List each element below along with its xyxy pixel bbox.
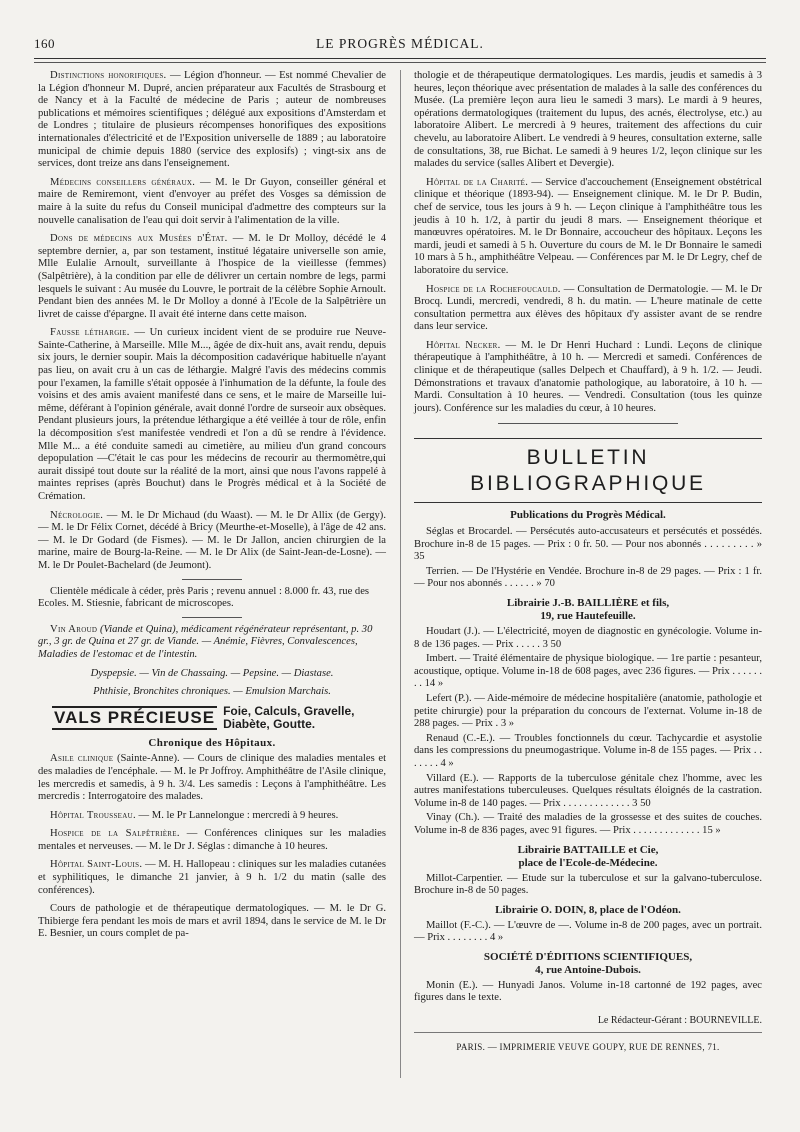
item-charite: [414, 177, 762, 278]
publisher-societe-name: SOCIÉTÉ D'ÉDITIONS SCIENTIFIQUES,: [483, 950, 693, 963]
ad-marchais: Phthisie, Bronchites chroniques. — Emulsion Marchais.: [93, 686, 331, 698]
header-rule-thin: [34, 62, 766, 63]
pub-entry-text: Terrien. — De l'Hystérie en Vendée. Brochure in-8 de 29 pages. — Prix : 1 fr. — Pour nos abonnés: [414, 565, 762, 590]
book-entry-doin: Maillot (F.-C.). — L'œuvre de —. Volume in-8 de 200 pages, avec un portrait. — Prix . . . . . . . . 4 »: [414, 919, 762, 944]
journal-title: LE PROGRÈS MÉDICAL.: [316, 36, 484, 51]
text-distinctions: — Légion d'honneur. — Est nommé Chevalier de la Légion d'honneur M. Dupré, ancien préparateur aux Facultés de Strasbourg et de Nancy et à la Faculté de médecine de Paris ; auteur de nombreuses publications et mémoires scientifiques ; délégué aux expositions d'Amsterdam et de Londres ; titulaire de plusieurs récompenses honorifiques des expositions internationales d'électricité et de l'Exposition universelle de 1889 ; au laboratoire municipal de chimie depuis 1880 (service des explosifs) ; vingt-six ans de services, dont treize ans dans l'enseignement.: [38, 70, 387, 170]
pub-entry-1: Terrien. — De l'Hystérie en Vendée. Brochure in-8 de 29 pages. — Prix : 1 fr. — Pour nos abonnés . . . . . . » 70: [414, 565, 762, 590]
heading-vin-aroud: Vin Aroud: [50, 623, 98, 635]
column-separator: [400, 70, 401, 1078]
item-distinctions: [38, 70, 386, 171]
publisher-doin: Librairie O. DOIN, 8, place de l'Odéon.: [495, 903, 681, 916]
book-entry-price: 3 50: [632, 797, 651, 809]
book-entry-text: Renaud (C.-E.). — Troubles fonctionnels du cœur. Tachycardie et asystolie dans les compressions du pneumogastrique. Volume in-8 de 155 pages. — Prix: [414, 732, 762, 757]
publisher-battaille: [414, 844, 762, 870]
heading-necrologie: Nécrologie.: [50, 509, 104, 521]
vals-line-1: Foie, Calculs, Gravelle,: [223, 703, 355, 718]
right-column: [414, 70, 762, 1053]
text-charite: — Service d'accouchement (Enseignement obstétrical clinique et théorique (1893-94). — Enseignement clinique. M. le Dr P. Budin, chef de service, tous les jours à 9 h. — Leçon clinique à l'amphithéâtre tous les jeudis à 10 h. 1/2, à partir du jeudi 8 mars. — Enseignement théorique et manœuvres opératoires. M. le Dr Bonnaire, accoucheur des hôpitaux. Leçons les mardi, jeudi et samedi à 5 h. Ouverture du cours de M. le Dr Bonnaire le samedi 10 mars à 5 h., amphithéâtre Velpeau. — Conférences par M. le Dr Legry, chef de laboratoire du service.: [414, 176, 762, 276]
book-entry-battaille: Millot-Carpentier. — Etude sur la tuberculose et sur la galvano-tuberculose. Brochure in-8 de 50 pages.: [414, 872, 762, 897]
book-entry-5: Vinay (Ch.). — Traité des maladies de la grossesse et des suites de couches. Volume in-8 de 836 pages, avec 91 figures. — Prix . . . . . . . . . . . . . 15 »: [414, 812, 762, 836]
printer-imprint: PARIS. — IMPRIMERIE VEUVE GOUPY, RUE DE RENNES, 71.: [456, 1041, 720, 1052]
heading-necker: Hôpital Necker.: [426, 339, 501, 351]
book-entry-price: 14 »: [424, 678, 444, 690]
book-entry-3: Renaud (C.-E.). — Troubles fonctionnels du cœur. Tachycardie et asystolie dans les compressions du pneumogastrique. Volume in-8 de 155 pages. — Prix . . . . . . . 4 »: [414, 732, 763, 769]
book-entry-0: Houdart (J.). — L'électricité, moyen de diagnostic en gynécologie. Volume in-8 de 136 pages. — Prix . . . . . 3 50: [414, 626, 762, 650]
publisher-societe: [414, 951, 762, 977]
vals-logo: VALS PRÉCIEUSE: [52, 706, 217, 730]
pub-entry-price: » 35: [414, 538, 762, 563]
book-entry-price: 4 »: [440, 757, 454, 769]
vals-indications: [223, 705, 354, 731]
ad-vin-aroud: [38, 624, 386, 662]
left-column: [38, 70, 386, 947]
book-entry-price: 3 »: [500, 718, 515, 730]
header-rule-thick: [34, 58, 766, 59]
book-entry-4: Villard (E.). — Rapports de la tuberculose génitale chez l'homme, avec les autres manifestations tuberculeuses. Quelques résultats éloignés de la castration. Volume in-8 de 140 pages. — Prix . . . . . . . . . . . . . 3 50: [414, 772, 762, 809]
pub-entry-price: » 70: [536, 578, 555, 590]
book-entry-text: Vinay (Ch.). — Traité des maladies de la grossesse et des suites de couches. Volume in-8 de 836 pages, avec 91 figures. — Prix: [414, 812, 762, 836]
bulletin-title: BULLETIN BIBLIOGRAPHIQUE: [470, 446, 706, 496]
ad-chassaing: Dyspepsie. — Vin de Chassaing. — Pepsine. — Diastase.: [90, 667, 334, 679]
book-entry-text: Maillot (F.-C.). — L'œuvre de —. Volume in-8 de 200 pages, avec un portrait. — Prix: [414, 919, 762, 944]
item-necrologie: [38, 510, 386, 573]
publisher-bailliere-address: 19, rue Hautefeuille.: [540, 610, 636, 622]
publisher-societe-address: 4, rue Antoine-Dubois.: [535, 963, 641, 976]
book-entry-text: Houdart (J.). — L'électricité, moyen de diagnostic en gynécologie. Volume in-8 de 136 pages. — Prix: [414, 626, 762, 650]
item-rochefoucauld: [414, 284, 762, 334]
book-entry-price: 3 50: [542, 638, 562, 650]
text-musees: — M. le Dr Molloy, décédé le 4 septembre dernier, a, par son testament, institué légataire universelle son amie, Mlle Eulalie Arnoult, surveillante à l'hospice de la vieillesse (femmes) (Salpêtrière), à la condition par elle de délivrer un certain nombre de legs, parmi lesquels le suivant : Au musée du Louvre, le portrait de la célèbre Sophie Arnoult. Pendant bien des années M. le Dr Molloy a donné à l'Ecole de la Salpêtrière un livret de caisse d'épargne. Il avait été interne dans cette maison.: [38, 233, 386, 320]
item-lethargie: [38, 327, 386, 503]
item-musees: [38, 233, 386, 321]
heading-musees: Dons de médecins aux Musées d'État.: [50, 233, 228, 245]
item-necker: [414, 340, 762, 416]
pub-entry-0: Séglas et Brocardel. — Persécutés auto-accusateurs et persécutés et possédés. Brochure in-8 de 15 pages. — Prix : 0 fr. 50. — Pour nos abonnés . . . . . . . . . » 35: [414, 526, 762, 563]
editor-signature: Le Rédacteur-Gérant : BOURNEVILLE.: [597, 1015, 762, 1027]
item-dermatologie-cont: thologie et de thérapeutique dermatologiques. Les mardis, jeudis et samedis à 3 heures, leçon théorique avec présentation de malades à la salle des conférences du Musée. (La première leçon aura lieu le samedi 3 mars). Le mardi à 9 heures, opérations dermatologiques (traitement du lupus, des acnés, électrolyse, etc.) au laboratoire Alibert. Le mercredi à 9 heures, traitement des affections du cuir chevelu, au laboratoire Alibert. Le vendredi à 9 heures, consultation externe, salle de consultations, 38, rue Bichat. Le samedi à 9 heures 1/2, leçon clinique sur les malades du service (salles Alibert et Devergie).: [414, 70, 762, 170]
heading-rochefoucauld: Hospice de la Rochefoucauld.: [426, 283, 561, 295]
chronique-title: Chronique des Hôpitaux.: [148, 736, 276, 749]
text-necker: — M. le Dr Henri Huchard : Lundi. Leçons de clinique thérapeutique à l'amphithéâtre, à 10 h. — Mercredi et samedi. Conférences de clinique et de thérapeutique (salles Delpech et Chauffard), à 9 h. 1/2. — Jeudi. Démonstrations et travaux d'anatomie pathologique, au laboratoire, à 10 h. — Mardi. Consultation à 10 heures. — Vendredi. Consultation (tous les quinze jours). Conférence sur les maladies du cœur, à 10 heures.: [414, 339, 762, 414]
heading-asile: Asile clinique: [50, 753, 114, 765]
item-saint-louis: [38, 859, 386, 897]
vals-line-2: Diabète, Goutte.: [223, 716, 316, 731]
heading-conseillers: Médecins conseillers généraux.: [50, 176, 196, 188]
heading-salpetriere: Hospice de la Salpêtrière.: [50, 828, 180, 840]
text-lethargie: — Un curieux incident vient de se produire rue Neuve-Sainte-Catherine, à Marseille. Mlle M..., âgée de dix-huit ans, avait rendu, depuis six jours, le dernier soupir. Mais la décomposition cadavérique habituelle n'ayant pas lieu, on avait cru à un cas de léthargie. Malgré l'avis des médecins commis pour l'examen, la famille s'était opposée à l'inhumation de la défunte, la foule des voisins et des amis avaient manifesté dans ce sens, et le maire de Marseille lui-même, déférant à l'opinion générale, avait donné l'ordre de surseoir aux obsèques. Pendant plusieurs jours, la prétendue léthargique a été veillée à tour de rôle, enfin la décomposition s'est manifestée vendredi et l'on a dû se rendre à l'évidence. Mlle M... a été conduite samedi au cimetière, au milieu d'un grand concours depopulation —C'était le cas pour les médecins de recourir au thermomètre,qui aurait dissipé tout doute sur la réalité de la mort, ainsi que nous l'avons rappelé à maintes reprises (après Bouchut) dans le Progrès médical et à la Société de Crémation.: [38, 327, 387, 502]
book-entry-2: Lefert (P.). — Aide-mémoire de médecine hospitalière (anatomie, pathologie et petite chirurgie) pour la préparation du concours de l'externat. Volume in-18 de 288 pages. — Prix . 3 »: [414, 692, 762, 730]
book-entry-price: 4 »: [489, 932, 504, 944]
divider: [182, 617, 242, 618]
divider: [182, 579, 242, 580]
heading-lethargie: Fausse léthargie.: [50, 327, 130, 339]
ad-vals: [52, 705, 386, 731]
text-saint-louis: — M. H. Hallopeau : cliniques sur les maladies cutanées et syphilitiques, le dimanche 21 janvier, à 9 h. 1/2 du matin (salle des conférences).: [38, 859, 386, 896]
text-trousseau: — M. le Pr Lannelongue : mercredi à 9 heures.: [135, 809, 339, 821]
item-asile: [38, 753, 386, 803]
text-asile: (Sainte-Anne). — Cours de clinique des maladies mentales et des maladies de l'encéphale. — M. le Pr Joffroy. Amphithéâtre de l'Asile clinique, les mercredis et samedis, à 9 h. 3/4. Les samedis : Leçons à l'amphithéâtre. Les mercredis : Interrogatoire des malades.: [38, 753, 387, 803]
book-entry-societe: Monin (E.). — Hunyadi Janos. Volume in-18 cartonné de 192 pages, avec figures dans le texte.: [414, 979, 762, 1004]
item-saint-louis-cours: Cours de pathologie et de thérapeutique dermatologiques. — M. le Dr G. Thibierge fera pendant les mois de mars et avril 1894, dans le service de M. le Dr E. Besnier, un cours complet de pa-: [38, 903, 386, 940]
text-salpetriere: — Conférences cliniques sur les maladies mentales et nerveuses. — M. le Dr J. Séglas : dimanche à 10 heures.: [38, 828, 386, 852]
book-entry-text: Lefert (P.). — Aide-mémoire de médecine hospitalière (anatomie, pathologie et petite chirurgie) pour la préparation du concours de l'externat. Volume in-18 de 288 pages. — Prix: [414, 692, 762, 730]
heading-distinctions: Distinctions honorifiques.: [50, 70, 167, 81]
divider: [498, 423, 678, 424]
book-entry-price: 15 »: [702, 824, 721, 836]
heading-charite: Hôpital de la Charité.: [426, 176, 529, 188]
text-necrologie: — M. le Dr Michaud (du Waast). — M. le Dr Allix (de Gergy). — M. le Dr Félix Cornet, décédé à Bricy (Meurthe-et-Moselle), à l'âge de 42 ans. — M. le Dr Godard (de Fismes). — M. le Dr Jallon, ancien chirurgien de la marine, maire de Bourg-la-Reine. — M. le Dr Alix (de Saint-Jean-de-Losne). — M. le Dr Poulet-Bachelard (de Jeumont).: [38, 509, 386, 571]
publisher-battaille-name: Librairie BATTAILLE et Cie,: [517, 843, 659, 856]
heading-trousseau: Hôpital Trousseau.: [50, 809, 136, 821]
bulletin-banner: [414, 438, 762, 503]
book-entry-text: Villard (E.). — Rapports de la tuberculose génitale chez l'homme, avec les autres manifestations tuberculeuses. Quelques résultats éloignés de la castration. Volume in-8 de 140 pages. — Prix: [414, 772, 762, 809]
page-header: [34, 34, 766, 56]
text-rochefoucauld: — Consultation de Dermatologie. — M. le Dr Brocq. Lundi, mercredi, vendredi, 8 h. du matin. — L'heure matinale de cette consultation permettra aux élèves des hôpitaux d'y assister avant de se rendre dans leur service.: [414, 283, 762, 333]
text-conseillers: — M. le Dr Guyon, conseiller général et maire de Remiremont, vient d'envoyer au préfet des Vosges sa démission de maire à la suite du refus du Conseil municipal d'admettre des compteurs sur la nouvelle canalisation de l'eau qui doit servir à l'alimentation de la ville.: [38, 176, 387, 226]
page-number: 160: [34, 36, 55, 51]
publisher-battaille-address: place de l'Ecole-de-Médecine.: [518, 856, 658, 869]
book-entry-1: Imbert. — Traité élémentaire de physique biologique. — 1re partie : pesanteur, acoustique, optique. Volume in-18 de 608 pages, avec 236 figures. — Prix . . . . . . . . 14 »: [414, 653, 762, 690]
footer-rule: [414, 1032, 762, 1033]
item-salpetriere: [38, 828, 386, 853]
publisher-bailliere: [414, 597, 762, 623]
text-vin-aroud: (Viande et Quina), médicament régénérateur représentant, p. 30 gr., 3 gr. de Quina et 27 gr. de Viande. — Anémie, Fièvres, Convalescences, Maladies de l'estomac et de l'intestin.: [38, 623, 373, 660]
heading-saint-louis: Hôpital Saint-Louis.: [50, 859, 143, 871]
item-trousseau: [38, 810, 386, 823]
book-entry-text: Imbert. — Traité élémentaire de physique biologique. — 1re partie : pesanteur, acoustique, optique. Volume in-18 de 608 pages, avec 236 figures. — Prix: [414, 653, 762, 677]
item-conseillers: [38, 177, 386, 227]
ad-clientele: Clientèle médicale à céder, près Paris ; revenu annuel : 8.000 fr. 43, rue des Ecoles. M. Stiesnie, fabricant de microscopes.: [38, 585, 370, 610]
pub-entry-text: Séglas et Brocardel. — Persécutés auto-accusateurs et persécutés et possédés. Brochure in-8 de 15 pages. — Prix : 0 fr. 50. — Pour nos abonnés: [414, 526, 762, 550]
publisher-bailliere-name: Librairie J.-B. BAILLIÈRE et fils,: [506, 597, 670, 609]
publications-title: Publications du Progrès Médical.: [510, 509, 666, 522]
